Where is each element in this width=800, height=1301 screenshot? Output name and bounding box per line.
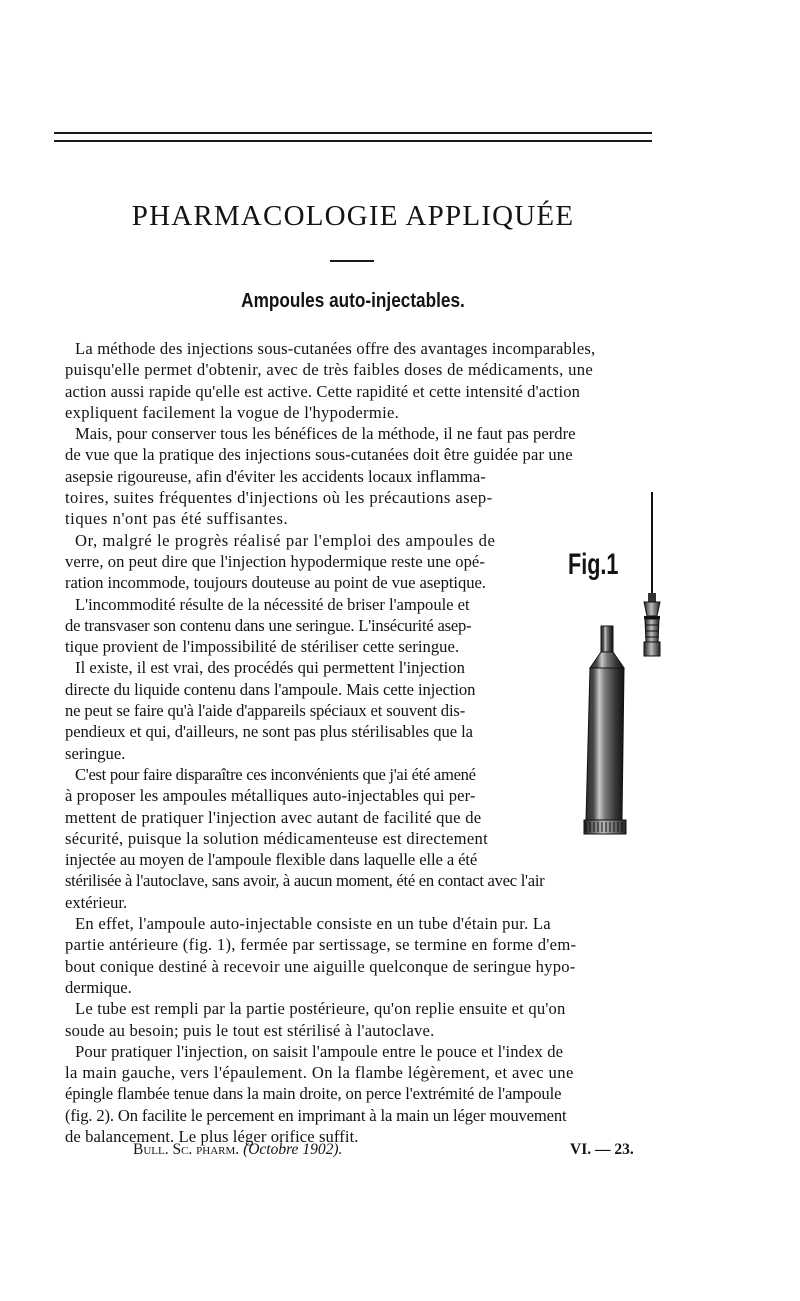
body-line: En effet, l'ampoule auto-injectable consiste en un tube d'étain pur. La <box>75 914 551 934</box>
body-line: ration incommode, toujours douteuse au point de vue aseptique. <box>65 573 486 593</box>
article-body <box>65 338 595 1147</box>
body-line: dermique. <box>65 977 132 997</box>
body-line: de vue que la pratique des injections sous-cutanées doit être guidée par une <box>65 445 573 465</box>
body-line: L'incommodité résulte de la nécessité de briser l'ampoule et <box>75 594 470 614</box>
body-line: de balancement. Le plus léger orifice suffit. <box>65 1126 359 1146</box>
page-reference: VI. — 23. <box>570 1141 634 1158</box>
body-line: ne peut se faire qu'à l'aide d'appareils spéciaux et souvent dis- <box>65 701 466 721</box>
body-line: à proposer les ampoules métalliques auto-injectables qui per- <box>65 786 476 806</box>
issue-date: (Octobre 1902). <box>243 1141 343 1158</box>
needle <box>644 492 660 656</box>
body-line: extérieur. <box>65 892 128 912</box>
body-line: action aussi rapide qu'elle est active. Cette rapidité et cette intensité d'action <box>65 381 581 401</box>
body-line: tiques n'ont pas été suffisantes. <box>65 509 289 529</box>
ampoule-illustration <box>578 490 678 850</box>
body-line: puisqu'elle permet d'obtenir, avec de très faibles doses de médicaments, une <box>65 360 594 380</box>
body-line: asepsie rigoureuse, afin d'éviter les accidents locaux inflamma- <box>65 466 486 486</box>
body-line: Or, malgré le progrès réalisé par l'emploi des ampoules de <box>75 530 496 550</box>
body-line: épingle flambée tenue dans la main droite, on perce l'extrémité de l'ampoule <box>65 1084 562 1104</box>
body-line: pendieux et qui, d'ailleurs, ne sont pas plus stérilisables que la <box>65 722 473 742</box>
journal-name: Bull. Sc. pharm. <box>133 1141 240 1158</box>
body-line: sécurité, puisque la solution médicamenteuse est directement <box>65 828 489 848</box>
top-rule-1 <box>54 132 652 134</box>
page-title: PHARMACOLOGIE APPLIQUÉE <box>131 200 575 232</box>
body-line: tique provient de l'impossibilité de stériliser cette seringue. <box>65 637 460 657</box>
body-line: de transvaser son contenu dans une seringue. L'insécurité asep- <box>65 615 472 635</box>
body-line: C'est pour faire disparaître ces inconvénients que j'ai été amené <box>75 764 476 784</box>
body-line: Mais, pour conserver tous les bénéfices de la méthode, il ne faut pas perdre <box>75 424 576 444</box>
journal-reference <box>133 1141 342 1159</box>
body-line: Pour pratiquer l'injection, on saisit l'ampoule entre le pouce et l'index de <box>75 1041 564 1061</box>
top-rule-2 <box>54 140 652 142</box>
figure-caption: Fig.1 <box>568 548 619 581</box>
body-line: bout conique destiné à recevoir une aiguille quelconque de seringue hypo- <box>65 956 576 976</box>
body-line: injectée au moyen de l'ampoule flexible dans laquelle elle a été <box>65 850 478 870</box>
body-line: Le tube est rempli par la partie postérieure, qu'on replie ensuite et qu'on <box>75 999 566 1019</box>
body-line: Il existe, il est vrai, des procédés qui permettent l'injection <box>75 658 465 678</box>
body-line: partie antérieure (fig. 1), fermée par sertissage, se termine en forme d'em- <box>65 935 577 955</box>
body-line: expliquent facilement la vogue de l'hypodermie. <box>65 402 400 422</box>
body-line: toires, suites fréquentes d'injections où les précautions asep- <box>65 488 493 508</box>
body-line: la main gauche, vers l'épaulement. On la flambe légèrement, et avec une <box>65 1063 574 1083</box>
ampoule-tube <box>584 626 626 834</box>
body-line: (fig. 2). On facilite le percement en imprimant à la main un léger mouvement <box>65 1105 567 1125</box>
body-line: seringue. <box>65 743 126 763</box>
title-divider <box>330 260 374 262</box>
body-line: La méthode des injections sous-cutanées offre des avantages incomparables, <box>75 339 596 358</box>
body-line: verre, on peut dire que l'injection hypodermique reste une opé- <box>65 551 485 571</box>
body-line: stérilisée à l'autoclave, sans avoir, à aucun moment, été en contact avec l'air <box>65 871 545 891</box>
body-line: directe du liquide contenu dans l'ampoule. Mais cette injection <box>65 679 476 699</box>
body-line: soude au besoin; puis le tout est stérilisé à l'autoclave. <box>65 1020 435 1040</box>
article-title: Ampoules auto-injectables. <box>241 290 465 312</box>
body-line: mettent de pratiquer l'injection avec autant de facilité que de <box>65 807 482 827</box>
